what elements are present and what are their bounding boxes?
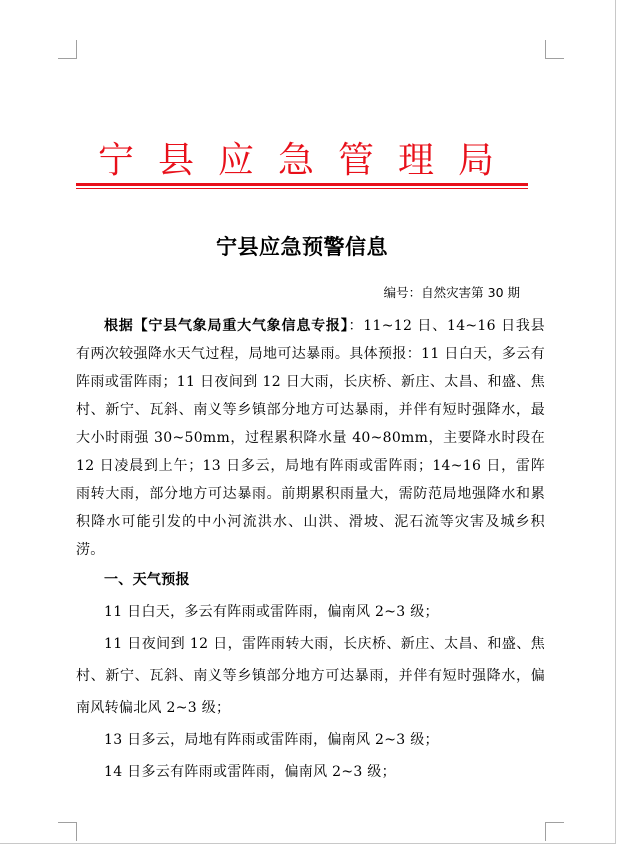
margin-corner-top-left (58, 40, 77, 59)
margin-corner-top-right (545, 40, 564, 59)
letterhead-rule-thin (76, 188, 528, 189)
document-number: 编号：自然灾害第 30 期 (383, 285, 520, 300)
margin-corner-bottom-right (545, 822, 564, 841)
intro-lead: 根据【宁县气象局重大气象信息专报】 (104, 318, 349, 334)
document-body (76, 312, 545, 788)
intro-text: ：11~12 日、14~16 日我县有两次较强降水天气过程，局地可达暴雨。具体预报：11 日白天，多云有阵雨或雷阵雨；11 日夜间到 12 日大雨，长庆桥、新庄、太昌、和盛、焦村、新宁、瓦斜、南义等乡镇部分地方可达暴雨，并伴有短时强降水，最大小时雨强 30~50mm，过程累积降水量 40~80mm，主要降水时段在 12 日凌晨到上午；13 日多云，局地有阵雨或雷阵雨；14~16 日，雷阵雨转大雨，部分地方可达暴雨。前期累积雨量大，需防范局地强降水和累积降水可能引发的中小河流洪水、山洪、滑坡、泥石流等灾害及城乡积涝。 (76, 318, 545, 558)
forecast-item: 11 日夜间到 12 日，雷阵雨转大雨，长庆桥、新庄、太昌、和盛、焦村、新宁、瓦斜、南义等乡镇部分地方可达暴雨，并伴有短时强降水，偏南风转偏北风 2~3 级； (76, 636, 545, 716)
margin-corner-bottom-left (58, 822, 77, 841)
agency-letterhead: 宁县应急管理局 (98, 140, 519, 181)
document-title: 宁县应急预警信息 (216, 234, 388, 259)
forecast-item: 13 日多云，局地有阵雨或雷阵雨，偏南风 2~3 级； (104, 732, 439, 748)
section-heading-weather: 一、天气预报 (104, 572, 190, 588)
intro-paragraph (76, 312, 545, 564)
forecast-item: 11 日白天，多云有阵雨或雷阵雨，偏南风 2~3 级； (104, 604, 439, 620)
forecast-item: 14 日多云有阵雨或雷阵雨，偏南风 2~3 级； (104, 764, 396, 780)
letterhead-rule-thick (76, 183, 528, 186)
